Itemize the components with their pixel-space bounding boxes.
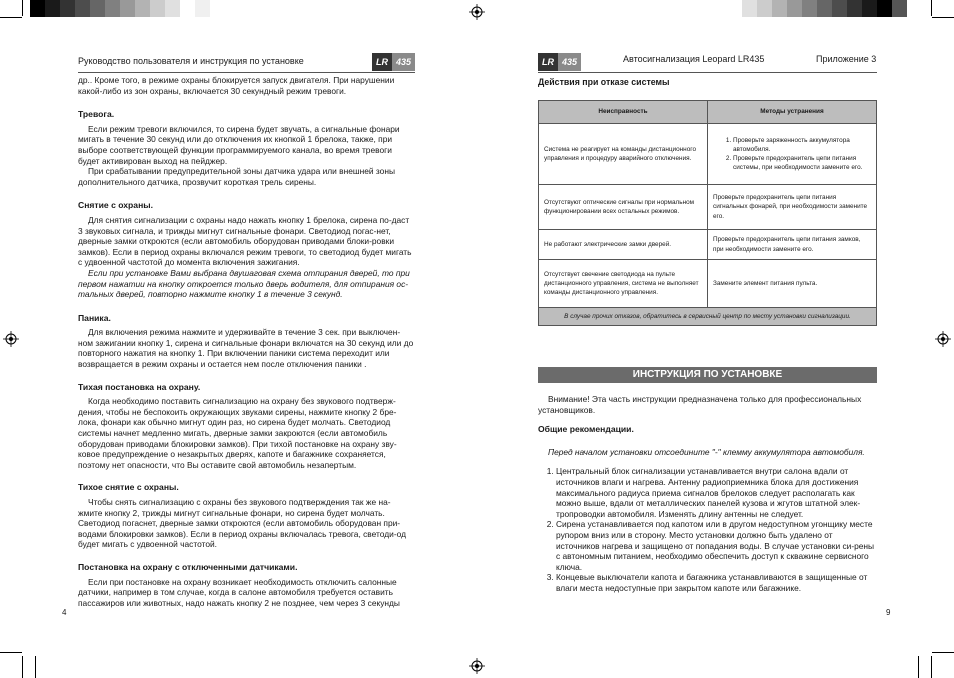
crop-mark xyxy=(0,17,22,18)
section-title: Снятие с охраны. xyxy=(78,200,153,211)
italic-paragraph: Если при установке Вами выбрана двушаговая схема отпирания дверей, то при первом нажатии на кнопку откроется только дверь водителя, для отпирания ос-тальных дверей, повторно нажмите кнопку 1 в течение 3 секунд. xyxy=(78,267,410,300)
crop-mark xyxy=(35,656,36,678)
list-item: 2. Сирена устанавливается под капотом или в другом недоступном угонщику месте рупором вниз или в сторону. Место установки должно быть удалено от источников нагрева и защищено от попадания воды. В случае установки си-рены с автономным питанием, необходимо обеспечить доступ к скважине сервисного ключа. xyxy=(556,519,877,572)
table-cell: Не работают электрические замки дверей. xyxy=(539,230,708,260)
crop-mark xyxy=(0,652,22,653)
paragraph: При срабатывании предупредительной зоны датчика удара или внешней зоны дополнительного датчика, прозвучит короткая трель сирены. xyxy=(78,166,395,187)
paragraph: Если при постановке на охрану возникает необходимость отключить салонные датчики, например в том случае, когда в салоне автомобиля требуется оставить пассажиров или животных, надо нажать кнопку 2 не позднее, чем через 3 секунды xyxy=(78,576,400,608)
section-title: Тихое снятие с охраны. xyxy=(78,482,179,493)
registration-mark-icon xyxy=(935,331,951,347)
crop-mark xyxy=(932,17,954,18)
appendix-label: Приложение 3 xyxy=(816,54,877,64)
table-cell: Проверьте предохранитель цепи питания замков, при необходимости замените его. xyxy=(708,230,877,260)
list-item: 1. Центральный блок сигнализации устанавливается внутри салона вдали от источников влаги и нагрева. Антенну радиоприемника блока для достижения максимального радиуса приема сигналов брелоков следует располагать как можно выше, вдали от металлических панелей кузова и жгутов штатной элек-тропроводки автомобиля. Изменять длину антенны не следует. xyxy=(556,466,877,519)
crop-mark xyxy=(932,652,954,653)
section-title: Тихая постановка на охрану. xyxy=(78,381,201,392)
logo-part: LR xyxy=(372,53,392,71)
paragraph: Если режим тревоги включился, то сирена будет звучать, а сигнальные фонари мигать в течение 30 секунд или до отключения их кнопкой 1 брелока, также, при выборе соответствующей функции программируемого канала, во время тревоги будет активирован выход на пейджер. xyxy=(78,123,400,166)
registration-mark-icon xyxy=(3,331,19,347)
color-calibration-bar-right xyxy=(742,0,907,17)
table-cell xyxy=(708,124,877,185)
crop-mark xyxy=(22,656,23,678)
paragraph: Чтобы снять сигнализацию с охраны без звукового подтверждения так же на-жмите кнопку 2, трижды мигнут сигнальные фонари, но сирена будет молчать. Светодиод погаснет, дверные замки откроются (если автомобиль оборудован при-водами блокировки замков). Если в период охраны включалась тревога, светоди-од будет мигать с удвоенной частотой. xyxy=(78,497,406,550)
table-header: Методы устранения xyxy=(708,101,877,124)
crop-mark xyxy=(22,0,23,16)
logo-part: 435 xyxy=(558,53,581,71)
table-cell: Отсутствуют оптические сигналы при нормальном функционировании всех остальных режимов. xyxy=(539,185,708,230)
registration-mark-icon xyxy=(469,658,485,674)
attention-paragraph: Внимание! Эта часть инструкции предназначена только для профессиональных установщиков. xyxy=(538,394,862,415)
registration-mark-icon xyxy=(469,4,485,20)
section-title: Постановка на охрану с отключенными датчиками. xyxy=(78,561,298,572)
paragraph: Для снятия сигнализации с охраны надо нажать кнопку 1 брелока, сирена по-даст 3 звуковых сигнала, и трижды мигнут сигнальные фонари. Светодиод погас-нет, дверные замки откроются (если автомобиль оборудован приводами блоки-ровки замков). Если в период охраны включался режим тревоги, то светодиод будет мигать с удвоенной частотой до момента включения зажигания. xyxy=(78,214,412,268)
lr435-logo xyxy=(372,53,415,71)
section-title: Паника. xyxy=(78,312,111,323)
right-page-header: Автосигнализация Leopard LR435 xyxy=(623,54,765,64)
page-number: 9 xyxy=(886,608,891,617)
table-cell: Проверьте предохранитель цепи питания сигнальных фонарей, при необходимости замените его. xyxy=(708,185,877,230)
table-header: Неисправность xyxy=(539,101,708,124)
section-title: Действия при отказе системы xyxy=(538,77,670,87)
install-section-band: ИНСТРУКЦИЯ ПО УСТАНОВКЕ xyxy=(538,367,877,383)
list-item: 3. Концевые выключатели капота и багажника устанавливаются в защищенные от влаги места недоступные при закрытом капоте или багажнике. xyxy=(556,572,877,593)
logo-part: 435 xyxy=(392,53,415,71)
list-item: 1. Проверьте заряженность аккумулятора автомобиля. xyxy=(733,136,871,154)
list-item: 2. Проверьте предохранитель цепи питания системы, при необходимости замените его. xyxy=(733,154,871,172)
table-cell: Система не реагирует на команды дистанционного управления и процедуру аварийного отключения. xyxy=(539,124,708,185)
crop-mark xyxy=(918,656,919,678)
right-page-body xyxy=(538,394,877,594)
italic-paragraph: Перед началом установки отсоедините "-" клемму аккумулятора автомобиля. xyxy=(548,446,865,457)
header-rule xyxy=(78,72,415,73)
color-calibration-bar-left xyxy=(30,0,210,17)
paragraph: Когда необходимо поставить сигнализацию на охрану без звукового подтверж-дения, чтобы не беспокоить окружающих звуками сирены, нажмите кнопку 2 бре-лока, фонари как обычно мигнут один раз, но сирена будет молчать. Светодиод системы начнет медленно мигать, дверные замки закроются (если автомобиль оборудован приводами блокировки замков). При тихой постановке на охрану зву-ковое предупреждение о незакрытых дверях, капоте и багажнике сохраняется, поэтому нет опасности, что Вы оставите свой автомобиль незапертым. xyxy=(78,396,397,470)
page-number: 4 xyxy=(62,608,67,617)
paragraph: Для включения режима нажмите и удерживайте в течение 3 сек. при выключен-ном зажигании кнопку 1, сирена и сигнальные фонари включатся на 30 секунд или до повторного нажатия на кнопку 1. При включении паники система переходит или возвращается в режим охраны и остается нем после отключения паники . xyxy=(78,327,414,370)
table-note: В случае прочих отказов, обратитесь в сервисный центр по месту установки сигнализации. xyxy=(539,308,877,326)
lr435-logo xyxy=(538,53,581,71)
table-cell: Замените элемент питания пульта. xyxy=(708,260,877,308)
left-page-header: Руководство пользователя и инструкция по установке xyxy=(78,56,304,66)
section-title: Общие рекомендации. xyxy=(538,424,634,435)
crop-mark xyxy=(931,656,932,678)
header-rule xyxy=(538,72,877,73)
left-page-body xyxy=(78,75,415,608)
section-title: Тревога. xyxy=(78,109,115,120)
table-cell: Отсутствует свечение светодиода на пульте дистанционного управления, система не выполняет команды дистанционного управления. xyxy=(539,260,708,308)
logo-part: LR xyxy=(538,53,558,71)
troubleshooting-table xyxy=(538,100,877,326)
intro-paragraph: др.. Кроме того, в режиме охраны блокируется запуск двигателя. При нарушении какой-либо из зон охраны, включается 30 секундный режим тревоги. xyxy=(78,75,395,96)
crop-mark xyxy=(931,0,932,16)
